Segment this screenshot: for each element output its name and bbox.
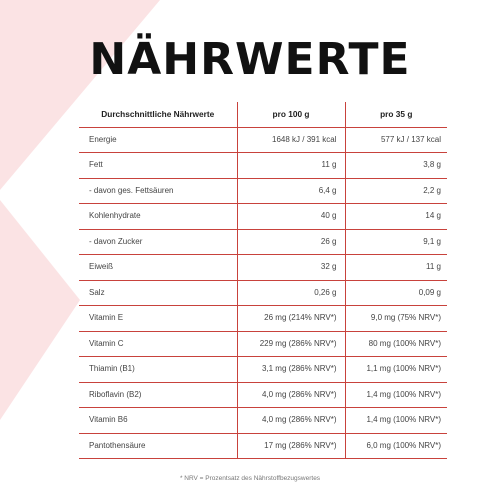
row-label: Vitamin C <box>79 331 237 357</box>
row-value-per-100g: 26 mg (214% NRV*) <box>237 306 345 332</box>
table-row <box>79 153 447 179</box>
pink-triangle-left <box>0 200 80 420</box>
row-label: Pantothensäure <box>79 433 237 459</box>
row-value-per-100g: 229 mg (286% NRV*) <box>237 331 345 357</box>
row-label: - davon Zucker <box>79 229 237 255</box>
row-value-per-35g: 1,1 mg (100% NRV*) <box>345 357 447 383</box>
table-row <box>79 331 447 357</box>
row-value-per-100g: 32 g <box>237 255 345 281</box>
table-row <box>79 255 447 281</box>
table-row <box>79 204 447 230</box>
table-row <box>79 127 447 153</box>
row-value-per-100g: 26 g <box>237 229 345 255</box>
row-value-per-100g: 40 g <box>237 204 345 230</box>
row-value-per-35g: 6,0 mg (100% NRV*) <box>345 433 447 459</box>
nutrition-table <box>79 102 447 459</box>
table-row <box>79 382 447 408</box>
row-value-per-100g: 3,1 mg (286% NRV*) <box>237 357 345 383</box>
row-label: Salz <box>79 280 237 306</box>
table-row <box>79 306 447 332</box>
row-value-per-100g: 4,0 mg (286% NRV*) <box>237 382 345 408</box>
row-label: - davon ges. Fettsäuren <box>79 178 237 204</box>
header-per-100g: pro 100 g <box>237 102 345 127</box>
row-value-per-35g: 11 g <box>345 255 447 281</box>
row-value-per-35g: 14 g <box>345 204 447 230</box>
row-value-per-100g: 0,26 g <box>237 280 345 306</box>
footnote: * NRV = Prozentsatz des Nährstoffbezugswertes <box>179 475 321 482</box>
row-value-per-100g: 11 g <box>237 153 345 179</box>
row-value-per-35g: 1,4 mg (100% NRV*) <box>345 408 447 434</box>
row-value-per-35g: 80 mg (100% NRV*) <box>345 331 447 357</box>
row-value-per-100g: 1648 kJ / 391 kcal <box>237 127 345 153</box>
row-value-per-100g: 17 mg (286% NRV*) <box>237 433 345 459</box>
row-label: Thiamin (B1) <box>79 357 237 383</box>
table-header-row <box>79 102 447 127</box>
page-title: NÄHRWERTE <box>89 34 411 85</box>
row-label: Vitamin B6 <box>79 408 237 434</box>
row-label: Energie <box>79 127 237 153</box>
table-row <box>79 178 447 204</box>
row-value-per-35g: 1,4 mg (100% NRV*) <box>345 382 447 408</box>
row-value-per-100g: 4,0 mg (286% NRV*) <box>237 408 345 434</box>
header-per-35g: pro 35 g <box>345 102 447 127</box>
row-value-per-35g: 9,0 mg (75% NRV*) <box>345 306 447 332</box>
row-value-per-35g: 3,8 g <box>345 153 447 179</box>
row-value-per-35g: 0,09 g <box>345 280 447 306</box>
row-value-per-35g: 2,2 g <box>345 178 447 204</box>
row-label: Eiweiß <box>79 255 237 281</box>
row-label: Vitamin E <box>79 306 237 332</box>
table-row <box>79 433 447 459</box>
header-label-column: Durchschnittliche Nährwerte <box>79 102 237 127</box>
table-row <box>79 357 447 383</box>
table-row <box>79 229 447 255</box>
row-value-per-100g: 6,4 g <box>237 178 345 204</box>
row-value-per-35g: 577 kJ / 137 kcal <box>345 127 447 153</box>
row-label: Riboflavin (B2) <box>79 382 237 408</box>
table-row <box>79 280 447 306</box>
row-label: Fett <box>79 153 237 179</box>
row-value-per-35g: 9,1 g <box>345 229 447 255</box>
table-row <box>79 408 447 434</box>
row-label: Kohlenhydrate <box>79 204 237 230</box>
